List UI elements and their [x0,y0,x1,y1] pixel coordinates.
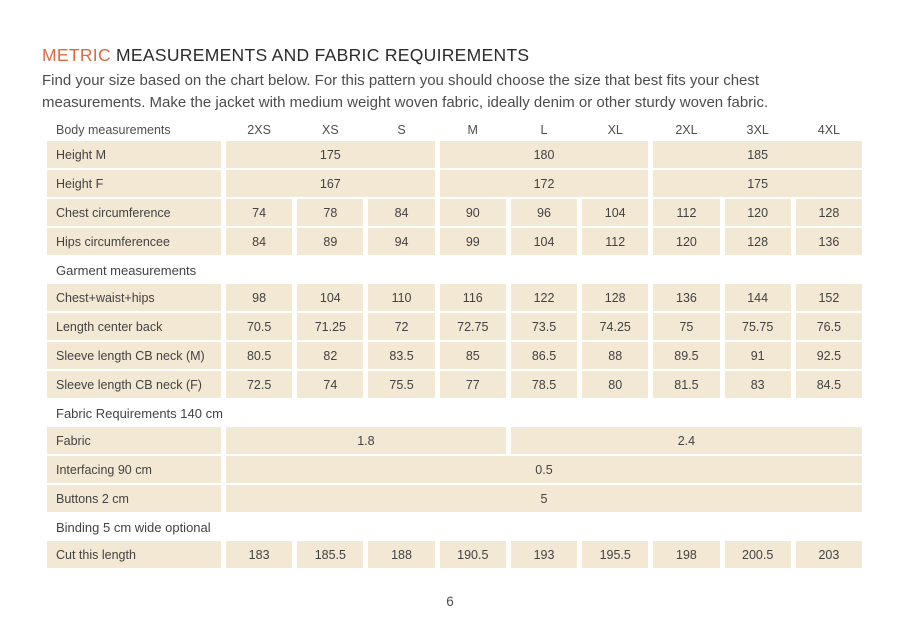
value-cell: 195.5 [582,541,648,568]
section-header: Garment measurements [56,263,197,278]
section-header: Binding 5 cm wide optional [56,520,211,535]
value-cell: 190.5 [440,541,506,568]
table-row [47,371,862,398]
value-cell: 180 [440,141,649,168]
value-cell: 203 [796,541,862,568]
value-cell: 74 [297,371,363,398]
size-header-cell: L [540,122,548,137]
value-cell: 104 [511,228,577,255]
page-title [42,44,862,66]
intro-text [42,70,862,113]
value-cell: 84.5 [796,371,862,398]
value-cell: 99 [440,228,506,255]
value-cell: 80.5 [226,342,292,369]
value-cell: 188 [368,541,434,568]
value-cell: 86.5 [511,342,577,369]
value-cell: 92.5 [796,342,862,369]
value-cell: 75.5 [368,371,434,398]
value-cell: 91 [725,342,791,369]
value-cell: 128 [582,284,648,311]
value-cell: 193 [511,541,577,568]
value-cell: 74.25 [582,313,648,340]
value-cell: 175 [653,170,862,197]
value-cell: 120 [725,199,791,226]
value-cell: 185 [653,141,862,168]
value-cell: 73.5 [511,313,577,340]
value-cell: 83 [725,371,791,398]
size-header-cell: 2XL [675,122,698,137]
table-row [47,485,862,512]
value-cell: 72.5 [226,371,292,398]
value-cell: 89 [297,228,363,255]
size-header-cell: M [467,122,478,137]
table-row [47,313,862,340]
row-label-cell: Cut this length [47,541,221,568]
value-cell: 81.5 [653,371,719,398]
value-cell: 80 [582,371,648,398]
value-cell: 104 [582,199,648,226]
value-cell: 78.5 [511,371,577,398]
measurement-table [47,122,862,568]
value-cell: 84 [368,199,434,226]
size-header-cell: S [397,122,406,137]
row-label-cell: Chest+waist+hips [47,284,221,311]
value-cell: 128 [796,199,862,226]
value-cell: 175 [226,141,435,168]
value-cell: 70.5 [226,313,292,340]
column-group-label: Body measurements [56,122,171,137]
size-header-cell: 2XS [247,122,271,137]
value-cell: 152 [796,284,862,311]
value-cell: 89.5 [653,342,719,369]
value-cell: 96 [511,199,577,226]
value-cell: 116 [440,284,506,311]
value-cell: 78 [297,199,363,226]
value-cell: 122 [511,284,577,311]
row-label-cell: Chest circumference [47,199,221,226]
value-cell: 5 [226,485,862,512]
value-cell: 98 [226,284,292,311]
value-cell: 167 [226,170,435,197]
value-cell: 136 [653,284,719,311]
value-cell: 144 [725,284,791,311]
row-label-cell: Fabric [47,427,221,454]
value-cell: 112 [653,199,719,226]
value-cell: 183 [226,541,292,568]
value-cell: 198 [653,541,719,568]
value-cell: 72 [368,313,434,340]
value-cell: 76.5 [796,313,862,340]
table-row [47,456,862,483]
section-header: Fabric Requirements 140 cm [56,406,223,421]
value-cell: 0.5 [226,456,862,483]
value-cell: 2.4 [511,427,862,454]
row-label-cell: Buttons 2 cm [47,485,221,512]
table-row [47,199,862,226]
value-cell: 1.8 [226,427,506,454]
size-header-cell: XS [321,122,339,137]
page-number: 6 [446,594,454,609]
intro-line-1: Find your size based on the chart below. For this pattern you should choose the size that best fits your chest [42,72,760,89]
row-label-cell: Sleeve length CB neck (F) [47,371,221,398]
value-cell: 72.75 [440,313,506,340]
value-cell: 112 [582,228,648,255]
table-row [47,427,862,454]
value-cell: 94 [368,228,434,255]
value-cell: 104 [297,284,363,311]
value-cell: 84 [226,228,292,255]
table-header-row [47,122,862,137]
value-cell: 74 [226,199,292,226]
size-header-cell: 3XL [746,122,769,137]
row-label-cell: Interfacing 90 cm [47,456,221,483]
value-cell: 136 [796,228,862,255]
value-cell: 85 [440,342,506,369]
page-title-accent: METRIC [42,45,111,65]
value-cell: 75 [653,313,719,340]
table-row [47,541,862,568]
table-row [47,141,862,168]
value-cell: 88 [582,342,648,369]
value-cell: 83.5 [368,342,434,369]
row-label-cell: Hips circumferencee [47,228,221,255]
row-label-cell: Height F [47,170,221,197]
value-cell: 128 [725,228,791,255]
value-cell: 71.25 [297,313,363,340]
row-label-cell: Length center back [47,313,221,340]
value-cell: 82 [297,342,363,369]
size-header-cell: 4XL [817,122,840,137]
value-cell: 172 [440,170,649,197]
table-row [47,342,862,369]
intro-line-2: measurements. Make the jacket with medium weight woven fabric, ideally denim or other sturdy woven fabric. [42,93,769,111]
value-cell: 90 [440,199,506,226]
page-title-rest: MEASUREMENTS AND FABRIC REQUIREMENTS [110,45,530,65]
value-cell: 120 [653,228,719,255]
value-cell: 75.75 [725,313,791,340]
size-header-cell: XL [607,122,623,137]
table-row [47,284,862,311]
table-row [47,228,862,255]
row-label-cell: Height M [47,141,221,168]
value-cell: 77 [440,371,506,398]
row-label-cell: Sleeve length CB neck (M) [47,342,221,369]
value-cell: 185.5 [297,541,363,568]
table-row [47,170,862,197]
value-cell: 110 [368,284,434,311]
value-cell: 200.5 [725,541,791,568]
